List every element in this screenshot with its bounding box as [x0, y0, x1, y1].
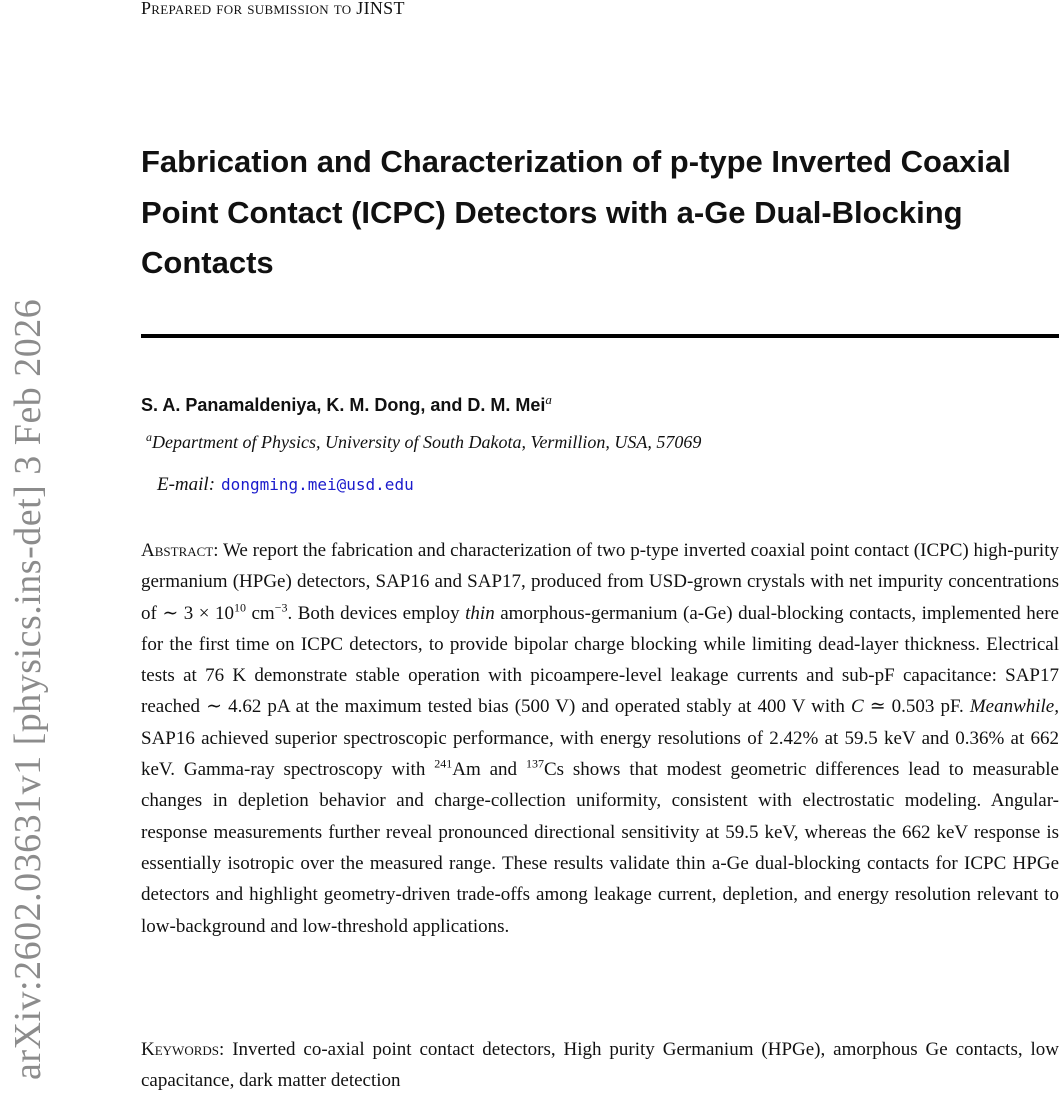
keywords — [141, 1034, 1059, 1097]
affiliation — [146, 430, 701, 453]
isotope-mass: 241 — [434, 756, 453, 771]
author-list — [141, 392, 552, 416]
paper-title: Fabrication and Characterization of p-type Inverted Coaxial Point Contact (ICPC) Detectors with a-Ge Dual-Blocking Contacts — [141, 144, 1011, 280]
abstract-text: We report the fabrication and characterization of two p-type inverted coaxial point contact (ICPC) high-purity germanium (HPGe) detectors, SAP16 and SAP17, produced from USD-grown crystals with net impurity concentrations of ∼ 3 × 10 — [141, 540, 1059, 624]
email-row — [157, 474, 414, 496]
abstract-emphasis: Meanwhile, — [969, 696, 1059, 718]
abstract-text: . Both devices employ — [287, 602, 466, 624]
author-affil-mark: a — [545, 392, 552, 407]
arxiv-identifier: arXiv:2602.03631v1 [physics.ins-det] 3 Feb 2026 — [7, 298, 49, 1080]
abstract-exponent: −3 — [274, 600, 288, 615]
keywords-text: Inverted co-axial point contact detectors, High purity Germanium (HPGe), amorphous Ge contacts, low capacitance, dark matter detection — [141, 1039, 1059, 1092]
email-link[interactable]: dongming.mei@usd.edu — [221, 475, 414, 494]
abstract-text: ≃ 0.503 pF. — [863, 696, 970, 718]
affiliation-mark: a — [146, 430, 152, 444]
isotope-mass: 137 — [525, 756, 544, 771]
abstract-text: Cs shows that modest geometric differences lead to measurable changes in depletion behavior and charge-collection uniformity, consistent with electrostatic modeling. Angular-response measurements further reveal pronounced directional sensitivity at 59.5 keV, whereas the 662 keV response is essentially isotropic over the measured range. These results validate thin a-Ge dual-blocking contacts for ICPC HPGe detectors and highlight geometry-driven trade-offs among leakage current, depletion, and energy resolution relevant to low-background and low-threshold applications. — [141, 759, 1059, 937]
abstract-text: Am and — [452, 759, 526, 781]
affiliation-text: Department of Physics, University of South Dakota, Vermillion, USA, 57069 — [152, 432, 702, 452]
submission-header: Prepared for submission to JINST — [141, 0, 405, 18]
abstract-text: amorphous-germanium (a-Ge) dual-blocking contacts, implemented here for the first time on ICPC detectors, to provide bipolar charge blocking while limiting dead-layer thickness. Electrical tests at 76 K demonstrate stable operation with picoampere-level leakage currents and sub-pF capacitance: SAP17 reached ∼ 4.62 pA at the maximum tested bias (500 V) and operated stably at 400 V with — [141, 602, 1059, 718]
abstract-label: Abstract: — [141, 540, 219, 561]
abstract-exponent: 10 — [233, 600, 246, 615]
abstract-text: SAP16 achieved superior spectroscopic performance, with energy resolutions of 2.42% at 59.5 keV and 0.36% at 662 keV. Gamma-ray spectroscopy with — [141, 727, 1059, 781]
abstract — [141, 535, 1059, 942]
abstract-text: cm — [245, 602, 275, 624]
abstract-math-var: C — [850, 696, 864, 718]
keywords-label: Keywords: — [141, 1039, 225, 1060]
email-label: E-mail: — [157, 474, 216, 495]
title-rule — [141, 334, 1059, 338]
abstract-emphasis: thin — [465, 602, 495, 624]
author-names: S. A. Panamaldeniya, K. M. Dong, and D. M. Mei — [141, 395, 546, 415]
